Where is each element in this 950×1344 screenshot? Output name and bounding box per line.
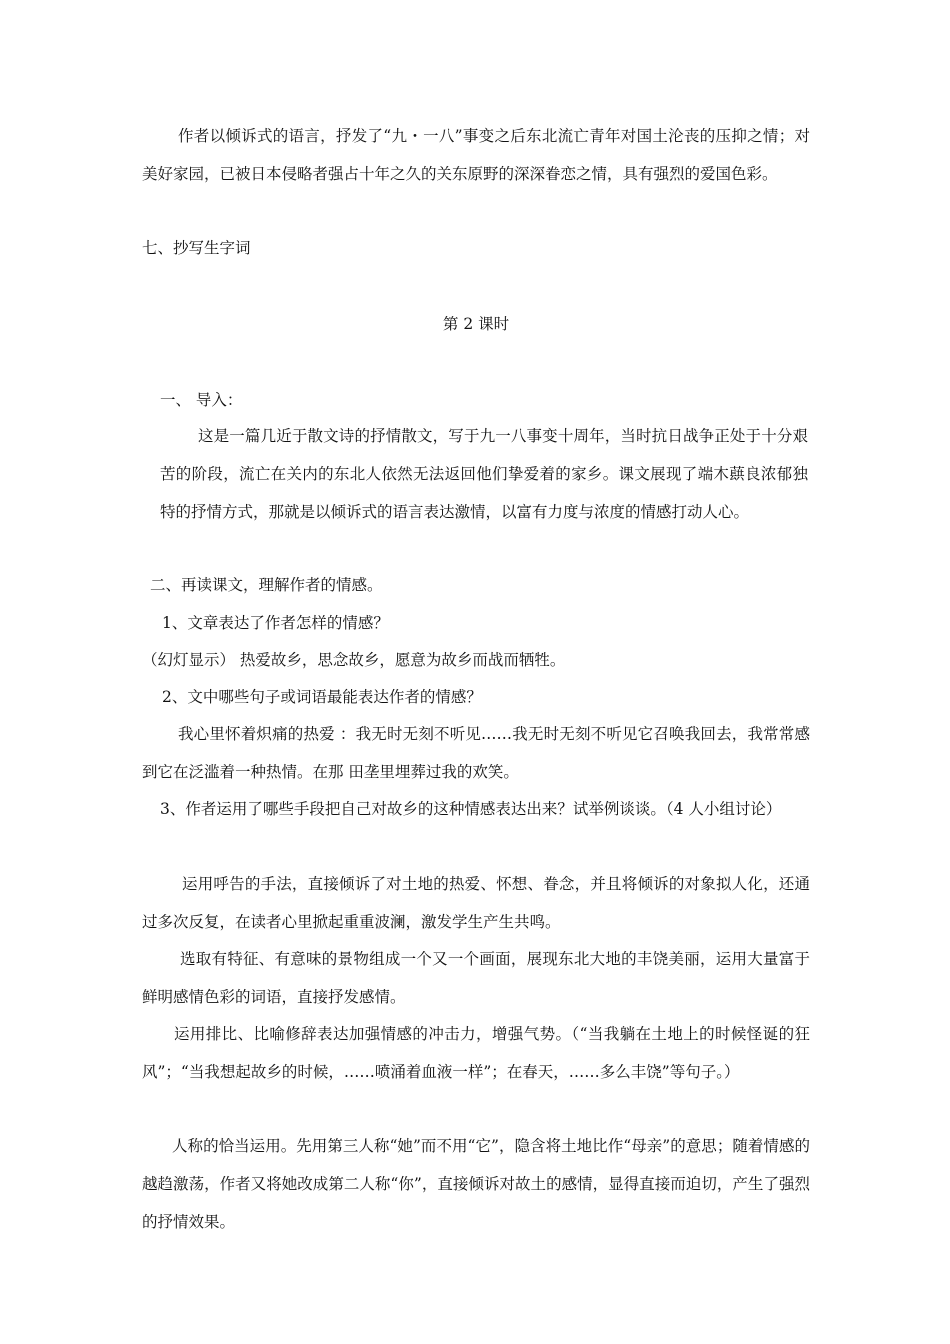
- answer-3-apostrophe: 运用呼告的手法，直接倾诉了对土地的热爱、怀想、眷念，并且将倾诉的对象拟人化，还通过多次反复，在读者心里掀起重重波澜，激发学生产生共鸣。: [142, 875, 810, 931]
- question-2: 2、文中哪些句子或词语最能表达作者的情感？: [162, 688, 482, 706]
- answer-1: （幻灯显示） 热爱故乡，思念故乡，愿意为故乡而战而牺牲。: [142, 651, 566, 669]
- answer-2: 我心里怀着炽痛的热爱 ：我无时无刻不听见……我无时无刻不听见它召唤我回去，我常常感到它在泛滥着一种热情。在那 田垄里埋葬过我的欢笑。: [142, 725, 810, 781]
- answer-3-person: 人称的恰当运用。先用第三人称“她”而不用“它”，隐含将土地比作“母亲”的意思；随着情感的越趋激荡，作者又将她改成第二人称“你”，直接倾诉对故土的感情，显得直接而迫切，产生了强烈的抒情效果。: [142, 1137, 810, 1231]
- answer-3-rhetoric: 运用排比、比喻修辞表达加强情感的冲击力，增强气势。（“当我躺在土地上的时候怪诞的狂风”；“当我想起故乡的时候，……喷涌着血液一样”；在春天，……多么丰饶”等句子。）: [142, 1025, 810, 1081]
- section-heading-intro: 一、 导入：: [160, 391, 243, 409]
- question-1: 1、文章表达了作者怎样的情感？: [162, 614, 389, 632]
- paragraph-intro: 这是一篇几近于散文诗的抒情散文，写于九一八事变十周年，当时抗日战争正处于十分艰苦的阶段，流亡在关内的东北人依然无法返回他们挚爱着的家乡。课文展现了端木蕻良浓郁独特的抒情方式，那就是以倾诉式的语言表达激情，以富有力度与浓度的情感打动人心。: [160, 427, 808, 521]
- item-copy-words: 七、抄写生字词: [142, 239, 251, 257]
- section-heading-reread: 二、再读课文，理解作者的情感。: [150, 576, 383, 594]
- lesson-title: 第 2 课时: [442, 315, 510, 333]
- answer-3-scenery: 选取有特征、有意味的景物组成一个又一个画面，展现东北大地的丰饶美丽，运用大量富于鲜明感情色彩的词语，直接抒发感情。: [142, 950, 810, 1006]
- question-3: 3、作者运用了哪些手段把自己对故乡的这种情感表达出来？试举例谈谈。（4 人小组讨论）: [160, 800, 782, 818]
- paragraph-summary: 作者以倾诉式的语言，抒发了“九・一八”事变之后东北流亡青年对国土沦丧的压抑之情；对美好家园，已被日本侵略者强占十年之久的关东原野的深深眷恋之情，具有强烈的爱国色彩。: [142, 127, 810, 183]
